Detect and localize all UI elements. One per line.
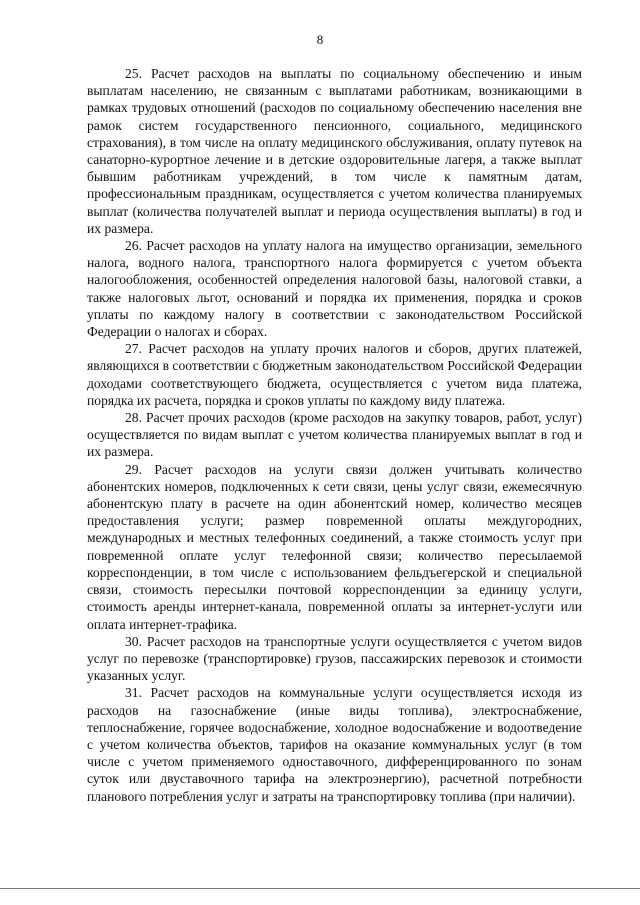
paragraph-26: 26. Расчет расходов на уплату налога на имущество организации, земельного налога, водного налога, транспортного налога формируется с учетом объекта налогообложения, особенностей определения налоговой базы, налоговой ставки, а также налоговых льгот, оснований и порядка их применения, порядка и сроков уплаты по каждому налогу в соответствии с законодательством Российской Федерации о налогах и сборах.: [87, 238, 582, 340]
paragraph-29: 29. Расчет расходов на услуги связи должен учитывать количество абонентских номеров, подключенных к сети связи, цены услуг связи, ежемесячную абонентскую плату в расчете на один абонентский номер, количество месяцев предоставления услуги; размер повременной оплаты междугородних, международных и местных телефонных соединений, а также стоимость услуг при повременной оплате услуг телефонной связи; количество пересылаемой корреспонденции, в том числе с использованием фельдъегерской и специальной связи, стоимость пересылки почтовой корреспонденции за единицу услуги, стоимость аренды интернет-канала, повременной оплаты за интернет-услуги или оплата интернет-трафика.: [87, 461, 582, 632]
paragraph-27: 27. Расчет расходов на уплату прочих налогов и сборов, других платежей, являющихся в соответствии с бюджетным законодательством Российской Федерации доходами соответствующего бюджета, осуществляется с учетом вида платежа, порядка их расчета, порядка и сроков уплаты по каждому виду платежа.: [87, 341, 582, 408]
paragraph-28: 28. Расчет прочих расходов (кроме расходов на закупку товаров, работ, услуг) осуществляется по видам выплат с учетом количества планируемых выплат в год и их размера.: [87, 410, 582, 460]
paragraph-31: 31. Расчет расходов на коммунальные услуги осуществляется исходя из расходов на газоснабжение (иные виды топлива), электроснабжение, теплоснабжение, горячее водоснабжение, холодное водоснабжение и водоотведение с учетом количества объектов, тарифов на оказание коммунальных услуг (в том числе с учетом применяемого одноставочного, дифференцированного по зонам суток или двуставочного тарифа на электроэнергию), расчетной потребности планового потребления услуг и затраты на транспортировку топлива (при наличии).: [87, 685, 582, 804]
document-body: [87, 65, 582, 805]
paragraph-25: 25. Расчет расходов на выплаты по социальному обеспечению и иным выплатам населению, не связанным с выплатами работникам, возникающими в рамках трудовых отношений (расходов по социальному обеспечению населения вне рамок систем государственного пенсионного, социального, медицинского страхования), в том числе на оплату медицинского обслуживания, оплату путевок на санаторно-курортное лечение и в детские оздоровительные лагеря, а также выплат бывшим работникам учреждений, в том числе к памятным датам, профессиональным праздникам, осуществляется с учетом количества планируемых выплат (количества получателей выплат и периода осуществления выплаты) в год и их размера.: [87, 66, 582, 236]
page-number: 8: [316, 32, 324, 47]
paragraph-30: 30. Расчет расходов на транспортные услуги осуществляется с учетом видов услуг по перевозке (транспортировке) грузов, пассажирских перевозок и стоимости указанных услуг.: [87, 633, 582, 684]
scan-edge-divider: [0, 888, 640, 889]
